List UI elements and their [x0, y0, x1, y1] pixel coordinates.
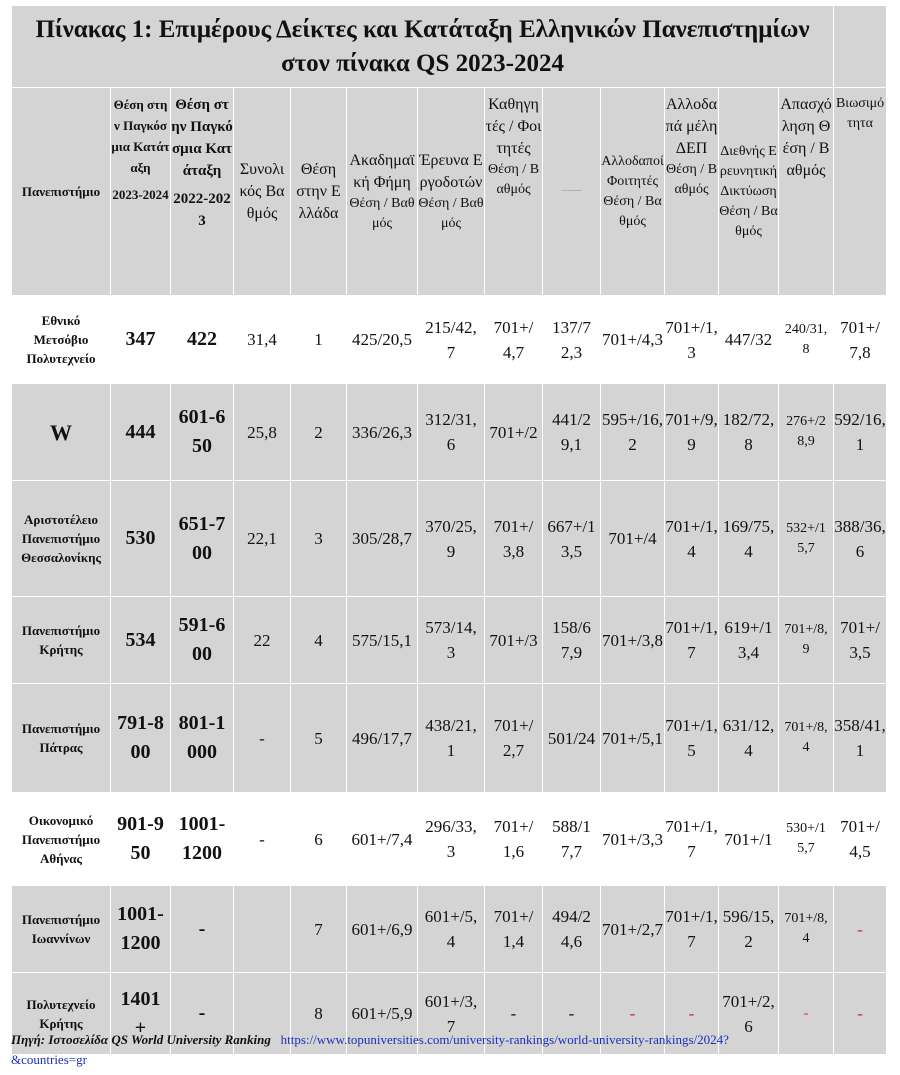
table-row: [12, 296, 887, 384]
cell-intl-faculty: 701+/1,7: [665, 886, 719, 973]
cell-employer-reputation: 370/25,9: [418, 481, 485, 597]
cell-university: W: [12, 384, 111, 481]
cell-research-network: 631/12,4: [719, 684, 779, 793]
cell-academic-reputation: 425/20,5: [347, 296, 418, 384]
cell-employment: 530+/15,7: [779, 793, 834, 886]
header-intl-students-sub: Θέση / Βαθμός: [603, 193, 662, 229]
cell-employer-reputation: 215/42,7: [418, 296, 485, 384]
cell-academic-reputation: 305/28,7: [347, 481, 418, 597]
cell-research-network: 619+/13,4: [719, 597, 779, 684]
header-rank-2024: [111, 88, 171, 296]
cell-rank-2023: 601-650: [171, 384, 234, 481]
cell-sustainability: 701+/7,8: [834, 296, 887, 384]
cell-rank-2023: 591-600: [171, 597, 234, 684]
cell-intl-students: 701+/3,8: [601, 597, 665, 684]
header-faculty-sub: Θέση / Βαθμός: [487, 162, 540, 197]
table-row: [12, 684, 887, 793]
cell-academic-reputation: 601+/6,9: [347, 886, 418, 973]
title-line-1: Πίνακας 1: Επιμέρους Δείκτες και Κατάταξη Ελληνικών Πανεπιστημίων: [35, 15, 810, 43]
cell-greek-position: 1: [291, 296, 347, 384]
cell-academic-reputation: 601+/7,4: [347, 793, 418, 886]
cell-total-score: 22: [234, 597, 291, 684]
header-employer-reputation: [418, 88, 485, 296]
cell-university: Πανεπιστήμιο Ιωαννίνων: [12, 886, 111, 973]
cell-citations: 494/24,6: [543, 886, 601, 973]
cell-research-network: 447/32: [719, 296, 779, 384]
cell-rank-2024: 444: [111, 384, 171, 481]
cell-citations: 158/67,9: [543, 597, 601, 684]
table-row: [12, 793, 887, 886]
header-total-score: Συνολικός Βαθμός: [234, 88, 291, 296]
cell-rank-2024: 530: [111, 481, 171, 597]
cell-greek-position: 4: [291, 597, 347, 684]
cell-rank-2024: 1401+: [111, 973, 171, 1055]
cell-greek-position: 2: [291, 384, 347, 481]
cell-citations: 588/17,7: [543, 793, 601, 886]
header-intl-faculty-sub: Θέση / Βαθμός: [665, 162, 718, 197]
header-rank-2024-label: Θέση στην Παγκόσμια Κατάταξη: [111, 97, 170, 175]
source-label: Πηγή: Ιστοσελίδα QS World University Ranking: [11, 1032, 271, 1047]
cell-research-network: 701+/1: [719, 793, 779, 886]
cell-employment: 701+/8,4: [779, 684, 834, 793]
cell-intl-faculty: 701+/1,7: [665, 597, 719, 684]
cell-faculty-student: 701+/1,4: [485, 886, 543, 973]
header-intl-students: [601, 88, 665, 296]
cell-employment: 276+/28,9: [779, 384, 834, 481]
cell-employment: 240/31,8: [779, 296, 834, 384]
cell-intl-students: 701+/4,3: [601, 296, 665, 384]
cell-rank-2024: 791-800: [111, 684, 171, 793]
cell-rank-2023: 422: [171, 296, 234, 384]
cell-university: Οικονομικό Πανεπιστήμιο Αθήνας: [12, 793, 111, 886]
cell-rank-2023: 1001-1200: [171, 793, 234, 886]
header-rank-2023-label: Θέση στην Παγκόσμια Κατάταξη: [171, 97, 233, 179]
cell-intl-faculty: 701+/1,7: [665, 793, 719, 886]
cell-citations: -: [543, 973, 601, 1055]
header-intl-students-label: Αλλοδαποί Φοιτητές: [601, 153, 664, 189]
cell-rank-2024: 347: [111, 296, 171, 384]
cell-academic-reputation: 575/15,1: [347, 597, 418, 684]
header-employer-label: Έρευνα Εργοδοτών: [419, 151, 483, 191]
cell-rank-2023: 651-700: [171, 481, 234, 597]
cell-intl-faculty: 701+/1,3: [665, 296, 719, 384]
source-note: [11, 1030, 891, 1070]
cell-intl-students: 701+/2,7: [601, 886, 665, 973]
cell-faculty-student: -: [485, 973, 543, 1055]
table-row: [12, 886, 887, 973]
cell-greek-position: 5: [291, 684, 347, 793]
cell-intl-students: 595+/16,2: [601, 384, 665, 481]
cell-rank-2024: 1001-1200: [111, 886, 171, 973]
header-research-network: [719, 88, 779, 296]
header-research-network-sub: Θέση / Βαθμός: [719, 203, 778, 239]
cell-employer-reputation: 601+/5,4: [418, 886, 485, 973]
cell-intl-students: 701+/5,1: [601, 684, 665, 793]
header-faculty-student: [485, 88, 543, 296]
header-intl-faculty-label: Αλλοδαπά μέλη ΔΕΠ: [665, 96, 718, 157]
cell-research-network: 701+/2,6: [719, 973, 779, 1055]
cell-sustainability: 358/41,1: [834, 684, 887, 793]
cell-total-score: -: [234, 684, 291, 793]
cell-citations: 501/24: [543, 684, 601, 793]
header-greek-position: Θέση στην Ελλάδα: [291, 88, 347, 296]
source-link-continued[interactable]: &countries=gr: [11, 1052, 87, 1067]
cell-total-score: 22,1: [234, 481, 291, 597]
cell-citations: 137/72,3: [543, 296, 601, 384]
cell-sustainability: -: [834, 886, 887, 973]
header-rank-2023-year: 2022-2023: [173, 191, 231, 229]
cell-employment: 701+/8,9: [779, 597, 834, 684]
cell-employer-reputation: 601+/3,7: [418, 973, 485, 1055]
cell-intl-faculty: 701+/1,5: [665, 684, 719, 793]
cell-rank-2024: 901-950: [111, 793, 171, 886]
cell-faculty-student: 701+/3: [485, 597, 543, 684]
header-academic-label: Ακαδημαϊκή Φήμη: [349, 151, 415, 191]
cell-university: Πανεπιστήμιο Πάτρας: [12, 684, 111, 793]
cell-total-score: -: [234, 793, 291, 886]
title-line-2: στον πίνακα QS 2023-2024: [281, 49, 564, 77]
cell-greek-position: 3: [291, 481, 347, 597]
header-row: [12, 88, 887, 296]
cell-research-network: 596/15,2: [719, 886, 779, 973]
table-row: [12, 597, 887, 684]
table-row: [12, 384, 887, 481]
cell-intl-faculty: 701+/1,4: [665, 481, 719, 597]
cell-university: Αριστοτέλειο Πανεπιστήμιο Θεσσαλονίκης: [12, 481, 111, 597]
cell-rank-2023: -: [171, 886, 234, 973]
table-title: [12, 6, 834, 88]
cell-intl-faculty: -: [665, 973, 719, 1055]
cell-rank-2023: 801-1000: [171, 684, 234, 793]
cell-citations: 441/29,1: [543, 384, 601, 481]
header-academic-reputation: [347, 88, 418, 296]
cell-employer-reputation: 573/14,3: [418, 597, 485, 684]
header-university: Πανεπιστήμιο: [12, 88, 111, 296]
cell-university: Εθνικό Μετσόβιο Πολυτεχνείο: [12, 296, 111, 384]
cell-research-network: 169/75,4: [719, 481, 779, 597]
header-citations: ————: [543, 88, 601, 296]
cell-intl-faculty: 701+/9,9: [665, 384, 719, 481]
cell-academic-reputation: 336/26,3: [347, 384, 418, 481]
header-intl-faculty: [665, 88, 719, 296]
cell-greek-position: 8: [291, 973, 347, 1055]
title-blank-cell: [834, 6, 887, 88]
cell-academic-reputation: 496/17,7: [347, 684, 418, 793]
cell-sustainability: 701+/3,5: [834, 597, 887, 684]
rankings-table: [11, 5, 887, 1055]
cell-faculty-student: 701+/2: [485, 384, 543, 481]
cell-employer-reputation: 438/21,1: [418, 684, 485, 793]
cell-university: Πολυτεχνείο Κρήτης: [12, 973, 111, 1055]
cell-university: Πανεπιστήμιο Κρήτης: [12, 597, 111, 684]
cell-research-network: 182/72,8: [719, 384, 779, 481]
header-sustainability: Βιωσιμότητα: [834, 88, 887, 296]
cell-employment: -: [779, 973, 834, 1055]
header-rank-2024-year: 2023-2024: [112, 187, 169, 202]
cell-greek-position: 6: [291, 793, 347, 886]
header-employer-sub: Θέση / Βαθμός: [418, 195, 484, 231]
cell-sustainability: 388/36,6: [834, 481, 887, 597]
header-faculty-label: Καθηγητές / Φοιτητές: [485, 96, 542, 157]
header-rank-2023: [171, 88, 234, 296]
cell-employment: 701+/8,4: [779, 886, 834, 973]
cell-employer-reputation: 312/31,6: [418, 384, 485, 481]
cell-rank-2023: -: [171, 973, 234, 1055]
cell-employment: 532+/15,7: [779, 481, 834, 597]
cell-faculty-student: 701+/4,7: [485, 296, 543, 384]
cell-total-score: [234, 886, 291, 973]
cell-sustainability: 592/16,1: [834, 384, 887, 481]
cell-greek-position: 7: [291, 886, 347, 973]
cell-faculty-student: 701+/2,7: [485, 684, 543, 793]
cell-faculty-student: 701+/1,6: [485, 793, 543, 886]
table-row: [12, 481, 887, 597]
cell-citations: 667+/13,5: [543, 481, 601, 597]
cell-faculty-student: 701+/3,8: [485, 481, 543, 597]
cell-intl-students: 701+/4: [601, 481, 665, 597]
cell-intl-students: 701+/3,3: [601, 793, 665, 886]
header-academic-sub: Θέση / Βαθμός: [349, 195, 415, 231]
cell-academic-reputation: 601+/5,9: [347, 973, 418, 1055]
cell-rank-2024: 534: [111, 597, 171, 684]
cell-sustainability: -: [834, 973, 887, 1055]
cell-intl-students: -: [601, 973, 665, 1055]
header-employment: Απασχόληση Θέση / Βαθμός: [779, 88, 834, 296]
source-link[interactable]: https://www.topuniversities.com/university-rankings/world-university-rankings/2024?: [280, 1032, 729, 1047]
cell-sustainability: 701+/4,5: [834, 793, 887, 886]
cell-total-score: 25,8: [234, 384, 291, 481]
cell-total-score: 31,4: [234, 296, 291, 384]
cell-employer-reputation: 296/33,3: [418, 793, 485, 886]
header-research-network-label: Διεθνής Ερευνητική Δικτύωση: [719, 143, 778, 199]
